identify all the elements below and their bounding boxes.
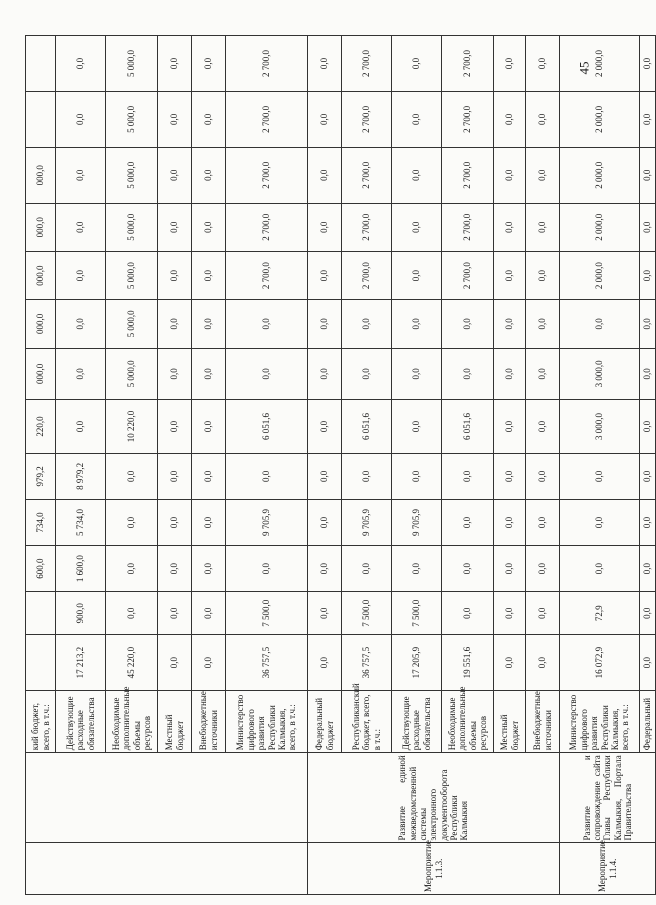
amount-cell: 0,0	[308, 91, 342, 147]
amount-cell: 0,0	[640, 147, 656, 203]
amount-cell: 0,0	[526, 546, 560, 592]
amount-cell: 0,0	[526, 348, 560, 400]
amount-cell: 0,0	[158, 635, 192, 691]
activity-code-cell: Мероприятие 1.1.3.	[308, 843, 560, 895]
amount-cell: 0,0	[494, 592, 526, 635]
funding-source-cell: Действующие расходные обязательства	[56, 691, 106, 753]
amount-cell: 0,0	[158, 203, 192, 251]
amount-cell: 0,0	[158, 592, 192, 635]
amount-cell: 0,0	[526, 147, 560, 203]
amount-cell: 2 700,0	[442, 203, 494, 251]
amount-cell: 7 500,0	[342, 592, 392, 635]
amount-cell: 17 205,9	[392, 635, 442, 691]
amount-cell: 2 700,0	[442, 251, 494, 299]
amount-cell: 45 220,0	[106, 635, 158, 691]
funding-source-cell: Местный бюджет	[158, 691, 192, 753]
amount-cell: 6 051,6	[342, 400, 392, 454]
amount-cell: 0,0	[158, 499, 192, 545]
amount-cell: 0,0	[226, 348, 308, 400]
amount-cell: 0,0	[158, 400, 192, 454]
amount-cell: 0,0	[106, 453, 158, 499]
amount-cell: 0,0	[192, 635, 226, 691]
funding-source-cell: Министерство цифрового развития Республики Калмыкия, всего, в т.ч.:	[226, 691, 308, 753]
amount-cell: 0,0	[56, 300, 106, 348]
amount-cell: 0,0	[308, 400, 342, 454]
amount-cell: 10 220,0	[106, 400, 158, 454]
amount-cell: 0,0	[640, 546, 656, 592]
funding-source-cell: Республиканский бюджет, всего, в т.ч.:	[342, 691, 392, 753]
amount-cell: 0,0	[560, 300, 640, 348]
amount-cell: 0,0	[158, 251, 192, 299]
amount-cell: 0,0	[342, 453, 392, 499]
amount-cell: 0,0	[494, 400, 526, 454]
amount-cell: 0,0	[494, 147, 526, 203]
funding-source-cell: Министерство цифрового развития Республики Калмыкия, всего, в т.ч.:	[560, 691, 640, 753]
amount-cell: 0,0	[106, 592, 158, 635]
amount-cell: 2 700,0	[342, 147, 392, 203]
table-row	[560, 36, 640, 895]
amount-cell: 0,0	[494, 453, 526, 499]
funding-source-cell: Необходимые дополнительные объемы ресурсов	[106, 691, 158, 753]
amount-cell: 0,0	[308, 635, 342, 691]
amount-cell: 000,0	[26, 251, 56, 299]
amount-cell: 9 705,9	[226, 499, 308, 545]
amount-cell: 0,0	[526, 91, 560, 147]
amount-cell: 0,0	[158, 36, 192, 92]
amount-cell: 0,0	[342, 300, 392, 348]
amount-cell: 1 600,0	[56, 546, 106, 592]
amount-cell: 0,0	[308, 251, 342, 299]
amount-cell: 0,0	[158, 300, 192, 348]
funding-source-cell: Внебюджетные источники	[192, 691, 226, 753]
amount-cell: 0,0	[192, 400, 226, 454]
amount-cell: 0,0	[56, 251, 106, 299]
amount-cell: 5 000,0	[106, 147, 158, 203]
amount-cell: 0,0	[392, 300, 442, 348]
amount-cell: 2 000,0	[560, 203, 640, 251]
amount-cell: 2 700,0	[342, 251, 392, 299]
amount-cell: 0,0	[526, 453, 560, 499]
amount-cell: 0,0	[494, 499, 526, 545]
amount-cell	[26, 635, 56, 691]
amount-cell: 734,0	[26, 499, 56, 545]
amount-cell: 0,0	[192, 36, 226, 92]
amount-cell: 0,0	[560, 453, 640, 499]
amount-cell: 0,0	[442, 499, 494, 545]
amount-cell: 0,0	[158, 147, 192, 203]
activity-name-cell: Развитие и сопровождение сайта Главы Республики Калмыкия, Портала Правительства	[560, 753, 656, 843]
amount-cell: 3 000,0	[560, 348, 640, 400]
amount-cell: 0,0	[56, 147, 106, 203]
amount-cell: 0,0	[442, 348, 494, 400]
amount-cell: 000,0	[26, 147, 56, 203]
amount-cell: 2 700,0	[342, 203, 392, 251]
amount-cell: 0,0	[442, 592, 494, 635]
amount-cell: 0,0	[308, 203, 342, 251]
amount-cell: 900,0	[56, 592, 106, 635]
amount-cell: 0,0	[308, 147, 342, 203]
amount-cell: 0,0	[192, 348, 226, 400]
amount-cell: 2 000,0	[560, 251, 640, 299]
amount-cell: 8 979,2	[56, 453, 106, 499]
amount-cell: 0,0	[560, 546, 640, 592]
amount-cell: 0,0	[494, 300, 526, 348]
amount-cell: 0,0	[392, 36, 442, 92]
amount-cell: 2 000,0	[560, 147, 640, 203]
amount-cell: 0,0	[526, 203, 560, 251]
amount-cell: 600,0	[26, 546, 56, 592]
amount-cell: 0,0	[494, 348, 526, 400]
amount-cell: 0,0	[640, 453, 656, 499]
amount-cell: 0,0	[640, 300, 656, 348]
amount-cell: 0,0	[442, 300, 494, 348]
amount-cell: 36 757,5	[342, 635, 392, 691]
amount-cell: 2 700,0	[442, 91, 494, 147]
amount-cell: 000,0	[26, 300, 56, 348]
amount-cell: 0,0	[308, 592, 342, 635]
amount-cell: 979,2	[26, 453, 56, 499]
amount-cell: 0,0	[56, 91, 106, 147]
amount-cell: 0,0	[308, 300, 342, 348]
amount-cell: 0,0	[392, 400, 442, 454]
amount-cell: 0,0	[56, 348, 106, 400]
amount-cell: 0,0	[308, 36, 342, 92]
activity-name-cell: Развитие единой межведомственной системы электронного документооборота Республики Калмыкия	[308, 753, 560, 843]
funding-source-cell: Внебюджетные источники	[526, 691, 560, 753]
amount-cell: 5 000,0	[106, 251, 158, 299]
amount-cell: 0,0	[392, 546, 442, 592]
amount-cell: 0,0	[640, 400, 656, 454]
amount-cell: 2 700,0	[442, 147, 494, 203]
amount-cell: 0,0	[342, 348, 392, 400]
amount-cell: 2 700,0	[226, 251, 308, 299]
amount-cell: 0,0	[640, 499, 656, 545]
amount-cell: 0,0	[494, 36, 526, 92]
amount-cell: 2 000,0	[560, 36, 640, 92]
rotated-page-content	[25, 35, 653, 895]
amount-cell: 0,0	[192, 300, 226, 348]
amount-cell: 0,0	[192, 203, 226, 251]
activity-code-cell	[26, 843, 308, 895]
amount-cell: 2 700,0	[342, 91, 392, 147]
amount-cell: 0,0	[342, 546, 392, 592]
amount-cell: 2 700,0	[226, 147, 308, 203]
amount-cell: 6 051,6	[226, 400, 308, 454]
amount-cell: 0,0	[640, 348, 656, 400]
amount-cell: 5 000,0	[106, 36, 158, 92]
amount-cell: 2 700,0	[442, 36, 494, 92]
funding-source-cell: Действующие расходные обязательства	[392, 691, 442, 753]
amount-cell: 0,0	[494, 203, 526, 251]
amount-cell: 0,0	[392, 91, 442, 147]
amount-cell: 0,0	[494, 91, 526, 147]
funding-source-cell: Необходимые дополнительные объемы ресурсов	[442, 691, 494, 753]
amount-cell: 36 757,5	[226, 635, 308, 691]
amount-cell: 5 000,0	[106, 203, 158, 251]
amount-cell: 0,0	[526, 592, 560, 635]
amount-cell: 0,0	[494, 251, 526, 299]
amount-cell: 0,0	[392, 251, 442, 299]
amount-cell: 0,0	[392, 147, 442, 203]
funding-source-cell: Федеральный бюджет	[308, 691, 342, 753]
amount-cell: 0,0	[640, 251, 656, 299]
amount-cell: 6 051,6	[442, 400, 494, 454]
amount-cell: 0,0	[392, 453, 442, 499]
amount-cell: 0,0	[494, 546, 526, 592]
budget-table-body	[26, 36, 656, 895]
amount-cell: 0,0	[526, 36, 560, 92]
amount-cell: 0,0	[226, 546, 308, 592]
activity-name-cell	[26, 753, 308, 843]
amount-cell: 0,0	[308, 546, 342, 592]
amount-cell	[26, 91, 56, 147]
amount-cell: 0,0	[560, 499, 640, 545]
amount-cell: 0,0	[526, 635, 560, 691]
amount-cell: 7 500,0	[392, 592, 442, 635]
amount-cell: 0,0	[192, 453, 226, 499]
amount-cell: 2 700,0	[226, 203, 308, 251]
amount-cell: 0,0	[640, 592, 656, 635]
amount-cell: 0,0	[526, 251, 560, 299]
amount-cell: 000,0	[26, 203, 56, 251]
amount-cell: 2 700,0	[342, 36, 392, 92]
amount-cell: 0,0	[226, 300, 308, 348]
amount-cell: 9 705,9	[342, 499, 392, 545]
table-row	[26, 36, 56, 895]
amount-cell: 0,0	[526, 499, 560, 545]
amount-cell: 0,0	[192, 546, 226, 592]
funding-source-cell: Федеральный	[640, 691, 656, 753]
amount-cell: 5 000,0	[106, 91, 158, 147]
amount-cell: 16 072,9	[560, 635, 640, 691]
amount-cell: 0,0	[640, 91, 656, 147]
amount-cell: 0,0	[158, 546, 192, 592]
amount-cell: 0,0	[308, 453, 342, 499]
amount-cell: 5 000,0	[106, 348, 158, 400]
amount-cell: 0,0	[192, 251, 226, 299]
amount-cell	[26, 592, 56, 635]
amount-cell: 0,0	[526, 300, 560, 348]
amount-cell: 0,0	[640, 203, 656, 251]
amount-cell: 0,0	[392, 348, 442, 400]
amount-cell: 000,0	[26, 348, 56, 400]
amount-cell: 0,0	[442, 546, 494, 592]
amount-cell: 0,0	[106, 499, 158, 545]
activity-code-cell: Мероприятие 1.1.4.	[560, 843, 656, 895]
amount-cell: 0,0	[106, 546, 158, 592]
amount-cell: 3 000,0	[560, 400, 640, 454]
amount-cell: 0,0	[308, 499, 342, 545]
funding-source-cell: Местный бюджет	[494, 691, 526, 753]
amount-cell: 2 700,0	[226, 91, 308, 147]
amount-cell: 0,0	[442, 453, 494, 499]
amount-cell: 0,0	[192, 499, 226, 545]
amount-cell: 0,0	[640, 36, 656, 92]
amount-cell: 0,0	[56, 203, 106, 251]
amount-cell: 0,0	[494, 635, 526, 691]
amount-cell: 0,0	[526, 400, 560, 454]
amount-cell: 0,0	[226, 453, 308, 499]
amount-cell: 5 734,0	[56, 499, 106, 545]
amount-cell: 0,0	[56, 400, 106, 454]
amount-cell: 17 213,2	[56, 635, 106, 691]
amount-cell: 5 000,0	[106, 300, 158, 348]
amount-cell	[26, 36, 56, 92]
table-row	[308, 36, 342, 895]
amount-cell: 19 551,6	[442, 635, 494, 691]
budget-table	[25, 35, 656, 895]
amount-cell: 0,0	[158, 348, 192, 400]
amount-cell: 0,0	[158, 453, 192, 499]
amount-cell: 0,0	[392, 203, 442, 251]
amount-cell: 0,0	[308, 348, 342, 400]
amount-cell: 2 000,0	[560, 91, 640, 147]
page-number: 45	[576, 61, 592, 75]
funding-source-cell: кий бюджет, всего, в т.ч.:	[26, 691, 56, 753]
amount-cell: 0,0	[158, 91, 192, 147]
amount-cell: 7 500,0	[226, 592, 308, 635]
amount-cell: 9 705,9	[392, 499, 442, 545]
amount-cell: 72,9	[560, 592, 640, 635]
amount-cell: 220,0	[26, 400, 56, 454]
amount-cell: 0,0	[640, 635, 656, 691]
amount-cell: 2 700,0	[226, 36, 308, 92]
amount-cell: 0,0	[56, 36, 106, 92]
amount-cell: 0,0	[192, 147, 226, 203]
amount-cell: 0,0	[192, 592, 226, 635]
amount-cell: 0,0	[192, 91, 226, 147]
